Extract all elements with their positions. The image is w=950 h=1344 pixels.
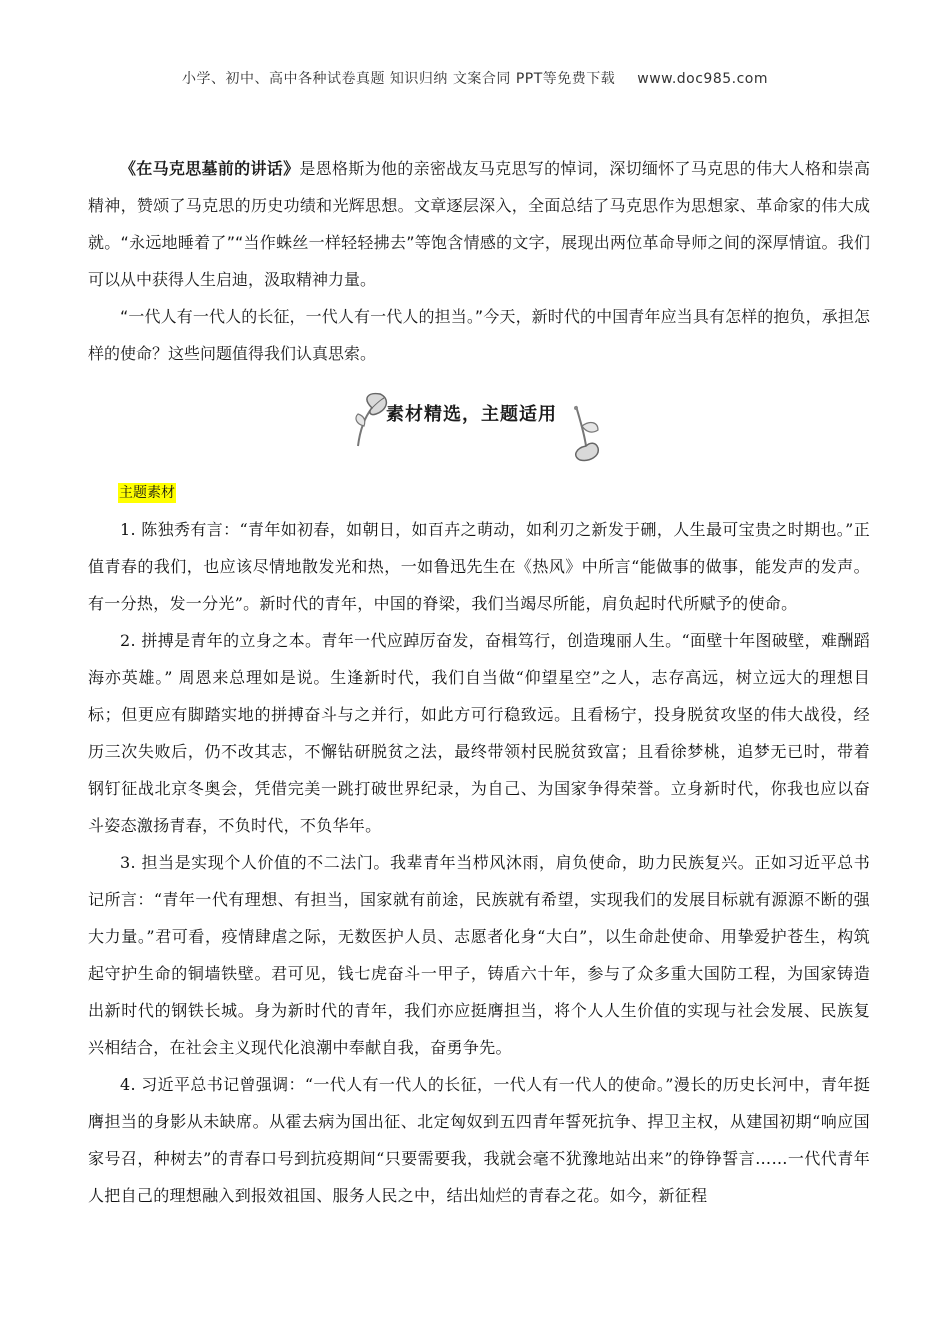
intro-paragraph-1 [88, 150, 870, 298]
section-header [88, 482, 870, 503]
material-item: 2. 拼搏是青年的立身之本。青年一代应踔厉奋发，奋楫笃行，创造瑰丽人生。“面壁十年图破壁，难酬蹈海亦英雄。” 周恩来总理如是说。生逢新时代，我们自当做“仰望星空”之人，志存高远，树立远大的理想目标；但更应有脚踏实地的拼搏奋斗与之并行，如此方可行稳致远。且看杨宁，投身脱贫攻坚的伟大战役，经历三次失败后，仍不改其志，不懈钻研脱贫之法，最终带领村民脱贫致富；且看徐梦桃，追梦无已时，带着钢钉征战北京冬奥会，凭借完美一跳打破世界纪录，为自己、为国家争得荣誉。立身新时代，你我也应以奋斗姿态激扬青春，不负时代，不负华年。 [88, 631, 870, 835]
intro-paragraph-1-text: 是恩格斯为他的亲密战友马克思写的悼词，深切缅怀了马克思的伟大人格和崇高精神，赞颂了马克思的历史功绩和光辉思想。文章逐层深入，全面总结了马克思作为思想家、革命家的伟大成就。“永远地睡着了”“当作蛛丝一样轻轻拂去”等饱含情感的文字，展现出两位革命导师之间的深厚情谊。我们可以从中获得人生启迪，汲取精神力量。 [88, 159, 870, 289]
header-text: 小学、初中、高中各种试卷真题 知识归纳 文案合同 PPT等免费下载 [181, 71, 616, 87]
material-item: 4. 习近平总书记曾强调：“一代人有一代人的长征，一代人有一代人的使命。”漫长的历史长河中，青年挺膺担当的身影从未缺席。从霍去病为国出征、北定匈奴到五四青年誓死抗争、捍卫主权，从建国初期“响应国家号召，种树去”的青春口号到抗疫期间“只要需要我，我就会毫不犹豫地站出来”的铮铮誓言……一代代青年人把自己的理想融入到报效祖国、服务人民之中，结出灿烂的青春之花。如今，新征程 [88, 1075, 870, 1205]
page-header [0, 68, 950, 88]
material-item: 1. 陈独秀有言：“青年如初春，如朝日，如百卉之萌动，如利刃之新发于硎，人生最可宝贵之时期也。”正值青春的我们，也应该尽情地散发光和热，一如鲁迅先生在《热风》中所言“能做事的做事，能发声的发声。有一分热，发一分光”。新时代的青年，中国的脊梁，我们当竭尽所能，肩负起时代所赋予的使命。 [88, 520, 870, 613]
material-list [88, 511, 870, 1214]
intro-paragraph-2: “一代人有一代人的长征，一代人有一代人的担当。”今天，新时代的中国青年应当具有怎样的抱负，承担怎样的使命？这些问题值得我们认真思索。 [88, 307, 870, 363]
header-site-link[interactable]: www.doc985.com [637, 71, 769, 87]
leaf-decoration-icon [566, 402, 606, 462]
section-label: 主题素材 [119, 485, 175, 501]
section-banner [88, 384, 870, 464]
material-item: 3. 担当是实现个人价值的不二法门。我辈青年当栉风沐雨，肩负使命，助力民族复兴。正如习近平总书记所言：“青年一代有理想、有担当，国家就有前途，民族就有希望，实现我们的发展目标就有源源不断的强大力量。”君可看，疫情肆虐之际，无数医护人员、志愿者化身“大白”，以生命赴使命、用挚爱护苍生，构筑起守护生命的铜墙铁壁。君可见，钱七虎奋斗一甲子，铸盾六十年，参与了众多重大国防工程，为国家铸造出新时代的钢铁长城。身为新时代的青年，我们亦应挺膺担当，将个人人生价值的实现与社会发展、民族复兴相结合，在社会主义现代化浪潮中奉献自我，奋勇争先。 [88, 853, 870, 1057]
essay-title: 《在马克思墓前的讲话》 [120, 159, 300, 178]
intro-section [88, 150, 870, 372]
banner-title: 素材精选，主题适用 [386, 404, 557, 425]
document-content [88, 150, 870, 1214]
